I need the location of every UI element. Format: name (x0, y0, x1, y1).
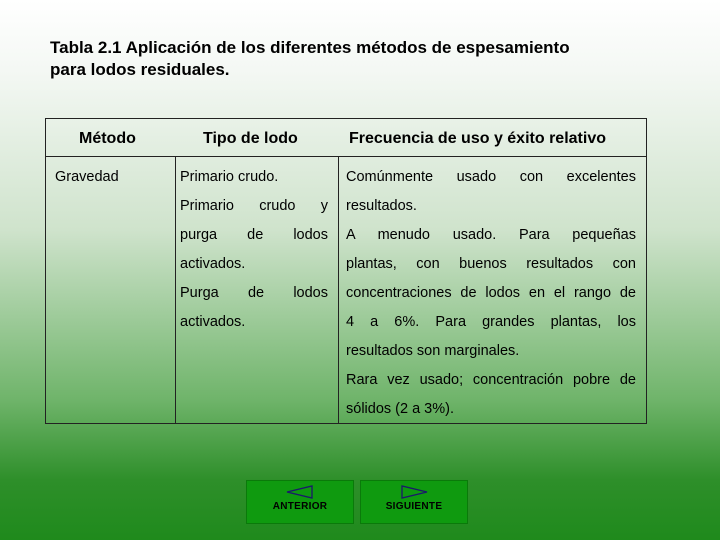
frequency-line: 4 a 6%. Para grandes plantas, los (346, 314, 636, 330)
table-caption: Tabla 2.1 Aplicación de los diferentes métodos de espesamiento para lodos residuales. (50, 38, 570, 79)
next-button[interactable] (360, 480, 468, 524)
header-frequency: Frecuencia de uso y éxito relativo (349, 130, 606, 147)
sludge-line: activados. (180, 314, 246, 330)
frequency-line: A menudo usado. Para pequeñas (346, 227, 636, 243)
previous-button-label: ANTERIOR (272, 501, 328, 512)
sludge-line: Primario crudo y (180, 198, 328, 214)
sludge-line: Purga de lodos (180, 285, 328, 301)
sludge-line: activados. (180, 256, 246, 272)
sludge-line: purga de lodos (180, 227, 328, 243)
sludge-line: Primario crudo. (180, 169, 279, 185)
frequency-line: Rara vez usado; concentración pobre de (346, 372, 636, 388)
header-divider (46, 156, 646, 157)
frequency-line: sólidos (2 a 3%). (346, 401, 454, 417)
left-triangle-arrow-icon (285, 485, 315, 499)
frequency-line: plantas, con buenos resultados con (346, 256, 636, 272)
next-button-label: SIGUIENTE (385, 501, 443, 512)
column-divider-1 (175, 156, 176, 423)
header-method: Método (79, 130, 136, 147)
sludge-thickening-table (45, 118, 647, 424)
frequency-line: resultados. (346, 198, 417, 214)
frequency-line: resultados son marginales. (346, 343, 520, 359)
header-sludge-type: Tipo de lodo (203, 130, 298, 147)
previous-button[interactable] (246, 480, 354, 524)
cell-method: Gravedad (55, 169, 119, 185)
column-divider-2 (338, 156, 339, 423)
frequency-line: Comúnmente usado con excelentes (346, 169, 636, 185)
right-triangle-arrow-icon (399, 485, 429, 499)
frequency-line: concentraciones de lodos en el rango de (346, 285, 636, 301)
